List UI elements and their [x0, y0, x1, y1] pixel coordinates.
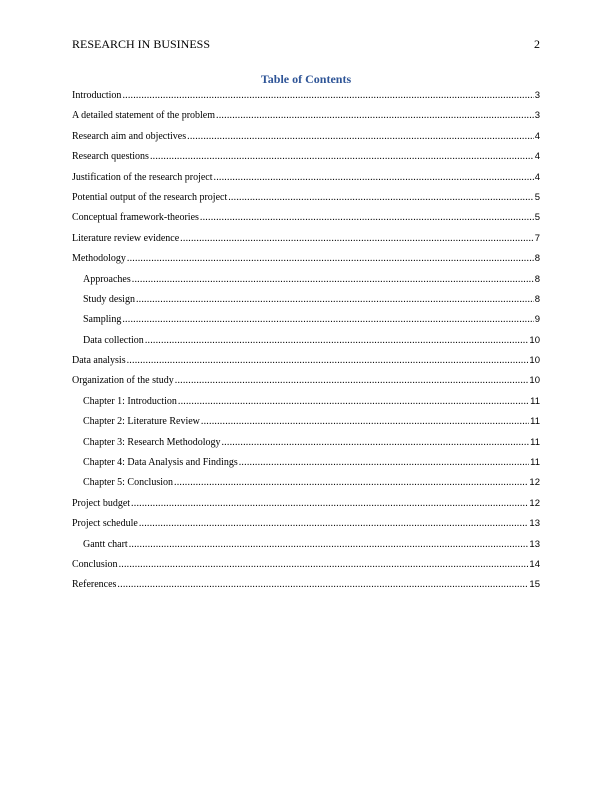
toc-entry-page-number: 5: [534, 191, 540, 203]
toc-entry[interactable]: [72, 86, 540, 106]
toc-dot-leader: [129, 535, 529, 555]
toc-dot-leader: [131, 494, 528, 514]
toc-entry-page-number: 9: [534, 314, 540, 326]
toc-entry[interactable]: [72, 310, 540, 330]
toc-entry-page-number: 4: [534, 151, 540, 163]
toc-entry-label: Sampling: [83, 314, 122, 326]
toc-entry-page-number: 10: [529, 355, 540, 367]
toc-dot-leader: [216, 106, 534, 126]
toc-entry[interactable]: [72, 514, 540, 534]
toc-entry-page-number: 13: [529, 538, 540, 550]
toc-dot-leader: [178, 392, 529, 412]
toc-entry-label: Potential output of the research project: [72, 191, 228, 203]
toc-dot-leader: [239, 453, 529, 473]
toc-entry[interactable]: [72, 249, 540, 269]
toc-entry-label: Organization of the study: [72, 375, 174, 387]
toc-entry-page-number: 8: [534, 293, 540, 305]
toc-dot-leader: [139, 514, 529, 534]
toc-entry[interactable]: [72, 290, 540, 310]
toc-entry-page-number: 11: [530, 436, 540, 448]
toc-entry-label: Research questions: [72, 151, 149, 163]
toc-entry-label: Introduction: [72, 90, 122, 101]
toc-entry-label: Chapter 3: Research Methodology: [83, 436, 221, 448]
page-number: 2: [534, 37, 540, 51]
toc-entry-label: References: [72, 579, 117, 591]
toc-dot-leader: [174, 473, 528, 493]
toc-entry[interactable]: [72, 168, 540, 188]
toc-entry-page-number: 14: [529, 558, 540, 570]
toc-entry[interactable]: [72, 412, 540, 432]
toc-dot-leader: [221, 433, 529, 453]
toc-entry-label: Chapter 1: Introduction: [83, 395, 177, 407]
running-head-title: RESEARCH IN BUSINESS: [72, 37, 211, 51]
toc-entry-page-number: 11: [530, 457, 540, 469]
toc-entry[interactable]: [72, 147, 540, 167]
toc-entry[interactable]: [72, 453, 540, 473]
toc-dot-leader: [180, 229, 534, 249]
toc-entry-label: Study design: [83, 293, 135, 305]
toc-entry[interactable]: [72, 575, 540, 595]
toc-entry-page-number: 7: [534, 232, 540, 244]
toc-dot-leader: [136, 290, 534, 310]
toc-entry-page-number: 12: [529, 477, 540, 489]
toc-dot-leader: [127, 351, 529, 371]
toc-heading: Table of Contents: [260, 72, 352, 86]
toc-entry-label: Project budget: [72, 497, 131, 509]
table-of-contents: [72, 86, 540, 596]
toc-entry[interactable]: [72, 127, 540, 147]
toc-entry[interactable]: [72, 473, 540, 493]
toc-dot-leader: [122, 86, 533, 106]
toc-entry-label: Gantt chart: [83, 538, 128, 550]
toc-entry[interactable]: [72, 433, 540, 453]
toc-entry-page-number: 11: [530, 395, 540, 407]
toc-entry[interactable]: [72, 331, 540, 351]
toc-entry-page-number: 10: [529, 334, 540, 346]
toc-dot-leader: [228, 188, 533, 208]
toc-dot-leader: [122, 310, 533, 330]
toc-entry-label: A detailed statement of the problem: [72, 110, 216, 122]
toc-entry-page-number: 4: [534, 130, 540, 142]
toc-entry-label: Methodology: [72, 253, 126, 265]
toc-entry[interactable]: [72, 371, 540, 391]
toc-entry-label: Literature review evidence: [72, 232, 180, 244]
toc-entry-page-number: 10: [529, 375, 540, 387]
toc-entry-page-number: 8: [534, 273, 540, 285]
toc-entry-page-number: 3: [534, 110, 540, 122]
toc-entry[interactable]: [72, 229, 540, 249]
toc-entry-label: Chapter 4: Data Analysis and Findings: [83, 457, 238, 469]
toc-entry-label: Chapter 2: Literature Review: [83, 416, 200, 428]
toc-entry-label: Conceptual framework-theories: [72, 212, 199, 224]
toc-entry-label: Research aim and objectives: [72, 130, 187, 142]
toc-dot-leader: [132, 270, 534, 290]
toc-dot-leader: [127, 249, 534, 269]
toc-entry-label: Justification of the research project: [72, 171, 213, 183]
toc-entry-page-number: 12: [529, 497, 540, 509]
toc-entry[interactable]: [72, 392, 540, 412]
toc-entry-page-number: 11: [530, 416, 540, 428]
toc-entry-label: Data collection: [83, 334, 144, 346]
toc-entry[interactable]: [72, 208, 540, 228]
toc-entry[interactable]: [72, 188, 540, 208]
toc-entry-page-number: 8: [534, 253, 540, 265]
toc-entry-page-number: 13: [529, 518, 540, 530]
toc-entry[interactable]: [72, 270, 540, 290]
toc-entry[interactable]: [72, 555, 540, 575]
toc-entry[interactable]: [72, 535, 540, 555]
toc-entry-label: Approaches: [83, 273, 131, 285]
toc-dot-leader: [200, 208, 534, 228]
toc-entry-page-number: 15: [529, 579, 540, 591]
toc-dot-leader: [150, 147, 534, 167]
toc-dot-leader: [145, 331, 529, 351]
toc-dot-leader: [214, 168, 534, 188]
toc-entry-label: Data analysis: [72, 355, 126, 367]
running-head: [72, 36, 540, 52]
toc-entry-page-number: 3: [534, 90, 540, 101]
toc-entry-label: Conclusion: [72, 558, 118, 570]
toc-entry[interactable]: [72, 351, 540, 371]
toc-entry-label: Chapter 5: Conclusion: [83, 477, 173, 489]
toc-dot-leader: [117, 575, 528, 595]
toc-entry-page-number: 5: [534, 212, 540, 224]
toc-entry[interactable]: [72, 106, 540, 126]
toc-dot-leader: [175, 371, 529, 391]
toc-dot-leader: [187, 127, 534, 147]
toc-dot-leader: [119, 555, 529, 575]
toc-entry[interactable]: [72, 494, 540, 514]
toc-dot-leader: [201, 412, 529, 432]
toc-entry-page-number: 4: [534, 171, 540, 183]
toc-entry-label: Project schedule: [72, 518, 138, 530]
